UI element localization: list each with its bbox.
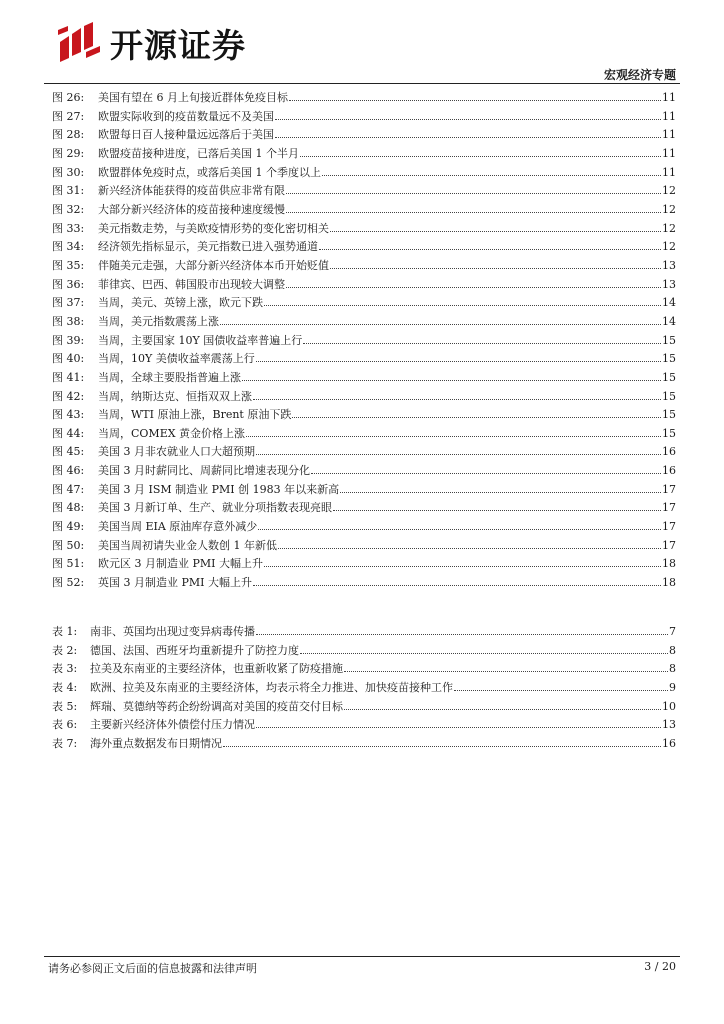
entry-label: 图 45: (52, 445, 85, 459)
entry-page-number: 13 (662, 277, 676, 291)
entry-title: 欧盟疫苗接种进度，已落后美国 1 个半月 (98, 146, 299, 160)
dot-leader (253, 398, 661, 400)
entry-page-number: 11 (662, 91, 676, 104)
entry-title: 欧盟实际收到的疫苗数量远不及美国 (98, 109, 274, 123)
dot-leader (292, 416, 661, 418)
entry-label: 表 3: (52, 662, 78, 676)
entry-title: 海外重点数据发布日期情况 (90, 736, 222, 750)
entry-label: 图 47: (52, 482, 85, 496)
entry-label: 图 38: (52, 314, 85, 328)
entry-title: 南非、英国均出现过变异病毒传播 (90, 625, 255, 638)
figure-list-entry[interactable] (52, 388, 676, 407)
entry-label: 表 7: (52, 736, 78, 750)
entry-label: 图 34: (52, 240, 85, 254)
dot-leader (256, 633, 668, 635)
entry-label: 图 44: (52, 426, 85, 440)
entry-page-number: 11 (662, 109, 676, 123)
entry-label: 图 48: (52, 501, 85, 515)
dot-leader (344, 708, 661, 710)
entry-label: 图 28: (52, 128, 85, 142)
figure-list-entry[interactable] (52, 481, 676, 500)
logo-text: 开源证券 (110, 25, 246, 65)
entry-label: 表 6: (52, 718, 78, 732)
dot-leader (223, 745, 661, 747)
report-type: 宏观经济专题 (603, 68, 676, 82)
entry-label: 图 40: (52, 352, 85, 366)
figure-list-entry[interactable] (52, 555, 676, 574)
entry-label: 图 27: (52, 109, 85, 123)
entry-page-number: 14 (662, 296, 676, 310)
entry-page-number: 10 (662, 699, 676, 713)
entry-title: 辉瑞、莫德纳等药企纷纷调高对美国的疫苗交付目标 (90, 699, 343, 713)
entry-label: 图 42: (52, 389, 85, 403)
dot-leader (286, 192, 661, 194)
dot-leader (264, 565, 661, 567)
entry-page-number: 13 (662, 258, 676, 272)
dot-leader (258, 528, 661, 530)
table-list (52, 623, 676, 754)
entry-page-number: 8 (669, 643, 676, 657)
entry-title: 大部分新兴经济体的疫苗接种速度缓慢 (98, 202, 285, 216)
footer-divider (44, 956, 680, 957)
figure-list-entry[interactable] (52, 220, 676, 239)
entry-title: 当周，纳斯达克、恒指双双上涨 (98, 389, 252, 403)
entry-page-number: 14 (662, 314, 676, 328)
entry-title: 美国 3 月时薪同比、周薪同比增速表现分化 (98, 464, 310, 478)
dot-leader (286, 211, 661, 213)
entry-title: 当周，主要国家 10Y 国债收益率普遍上行 (98, 333, 303, 347)
page-number: 3 / 20 (644, 960, 676, 973)
dot-leader (333, 509, 661, 511)
entry-title: 美国 3 月 ISM 制造业 PMI 创 1983 年以来新高 (98, 482, 340, 496)
figure-list-entry[interactable] (52, 126, 676, 145)
entry-title: 主要新兴经济体外债偿付压力情况 (90, 718, 255, 732)
figure-list-entry[interactable] (52, 276, 676, 295)
entry-label: 图 43: (52, 408, 85, 422)
figure-list-entry[interactable] (52, 108, 676, 127)
dot-leader (275, 118, 661, 120)
dot-leader (300, 155, 661, 157)
figure-list-entry[interactable] (52, 574, 676, 593)
entry-page-number: 13 (662, 718, 676, 732)
figure-list-entry[interactable] (52, 294, 676, 313)
entry-title: 当周，WTI 原油上涨，Brent 原油下跌 (98, 408, 292, 422)
table-list-entry[interactable] (52, 679, 676, 698)
entry-label: 图 52: (52, 576, 85, 590)
entry-title: 欧盟群体免疫时点，或落后美国 1 个季度以上 (98, 165, 321, 179)
entry-page-number: 18 (662, 557, 676, 571)
entry-label: 图 33: (52, 221, 85, 235)
entry-page-number: 15 (662, 352, 676, 366)
entry-title: 新兴经济体能获得的疫苗供应非常有限 (98, 184, 285, 198)
entry-label: 图 32: (52, 202, 85, 216)
entry-page-number: 12 (662, 202, 676, 216)
figure-list-entry[interactable] (52, 332, 676, 351)
dot-leader (286, 286, 661, 288)
entry-page-number: 12 (662, 240, 676, 254)
entry-label: 图 41: (52, 370, 85, 384)
entry-page-number: 12 (662, 184, 676, 198)
entry-label: 图 39: (52, 333, 85, 347)
entry-label: 图 30: (52, 165, 85, 179)
dot-leader (311, 472, 661, 474)
entry-label: 图 36: (52, 277, 85, 291)
dot-leader (344, 670, 668, 672)
figure-list-entry[interactable] (52, 145, 676, 164)
entry-label: 图 50: (52, 538, 85, 552)
figure-list (52, 89, 676, 593)
entry-title: 当周，10Y 美债收益率震荡上行 (98, 352, 255, 366)
entry-page-number: 16 (662, 445, 676, 459)
dot-leader (300, 652, 668, 654)
entry-title: 英国 3 月制造业 PMI 大幅上升 (98, 576, 252, 590)
figure-list-entry[interactable] (52, 89, 676, 108)
entry-title: 美国 3 月非农就业人口大超预期 (98, 445, 255, 459)
footer-disclaimer: 请务必参阅正文后面的信息披露和法律声明 (48, 962, 257, 975)
dot-leader (278, 547, 661, 549)
dot-leader (275, 136, 661, 138)
entry-title: 当周，美元指数震荡上涨 (98, 314, 219, 328)
dot-leader (322, 174, 661, 176)
table-list-entry[interactable] (52, 623, 676, 642)
table-list-entry[interactable] (52, 660, 676, 679)
dot-leader (242, 379, 661, 381)
entry-page-number: 12 (662, 221, 676, 235)
figure-list-entry[interactable] (52, 257, 676, 276)
entry-label: 图 31: (52, 184, 85, 198)
dot-leader (246, 435, 661, 437)
entry-label: 表 1: (52, 625, 78, 638)
dot-leader (330, 267, 661, 269)
figure-list-entry[interactable] (52, 425, 676, 444)
logo-icon (56, 22, 102, 64)
dot-leader (253, 584, 661, 586)
entry-page-number: 17 (662, 538, 676, 552)
entry-label: 表 5: (52, 699, 78, 713)
entry-title: 经济领先指标显示，美元指数已进入强势通道 (98, 240, 318, 254)
entry-page-number: 15 (662, 426, 676, 440)
entry-page-number: 15 (662, 333, 676, 347)
figure-list-entry[interactable] (52, 499, 676, 518)
figure-list-entry[interactable] (52, 201, 676, 220)
entry-page-number: 17 (662, 520, 676, 534)
dot-leader (330, 230, 661, 232)
entry-page-number: 18 (662, 576, 676, 590)
dot-leader (289, 99, 661, 101)
figure-list-entry[interactable] (52, 313, 676, 332)
dot-leader (220, 323, 661, 325)
table-list-entry[interactable] (52, 642, 676, 661)
figure-list-entry[interactable] (52, 369, 676, 388)
entry-page-number: 15 (662, 370, 676, 384)
entry-page-number: 16 (662, 464, 676, 478)
entry-label: 图 46: (52, 464, 85, 478)
dot-leader (256, 726, 661, 728)
company-logo (56, 22, 246, 64)
entry-label: 图 49: (52, 520, 85, 534)
figure-list-entry[interactable] (52, 182, 676, 201)
dot-leader (264, 304, 661, 306)
table-list-entry[interactable] (52, 716, 676, 735)
entry-title: 当周，美元、英镑上涨，欧元下跌 (98, 296, 263, 310)
entry-label: 表 4: (52, 680, 78, 694)
entry-label: 图 51: (52, 557, 85, 571)
entry-label: 图 26: (52, 91, 85, 104)
entry-label: 图 29: (52, 146, 85, 160)
dot-leader (256, 453, 661, 455)
entry-page-number: 17 (662, 482, 676, 496)
table-list-entry[interactable] (52, 698, 676, 717)
figure-list-entry[interactable] (52, 518, 676, 537)
entry-title: 美国 3 月新订单、生产、就业分项指数表现亮眼 (98, 501, 332, 515)
dot-leader (319, 248, 661, 250)
entry-title: 美国当周 EIA 原油库存意外减少 (98, 520, 258, 534)
entry-page-number: 16 (662, 736, 676, 750)
entry-title: 菲律宾、巴西、韩国股市出现较大调整 (98, 277, 285, 291)
dot-leader (340, 491, 661, 493)
entry-title: 欧盟每日百人接种量远远落后于美国 (98, 128, 274, 142)
entry-page-number: 8 (669, 662, 676, 676)
entry-page-number: 11 (662, 146, 676, 160)
figure-list-entry[interactable] (52, 164, 676, 183)
entry-page-number: 7 (669, 625, 676, 638)
figure-list-entry[interactable] (52, 406, 676, 425)
entry-title: 欧元区 3 月制造业 PMI 大幅上升 (98, 557, 263, 571)
entry-page-number: 9 (669, 680, 676, 694)
entry-page-number: 11 (662, 128, 676, 142)
figure-list-entry[interactable] (52, 443, 676, 462)
entry-page-number: 11 (662, 165, 676, 179)
dot-leader (454, 689, 668, 691)
entry-label: 图 37: (52, 296, 85, 310)
entry-title: 美元指数走势，与美欧疫情形势的变化密切相关 (98, 221, 329, 235)
entry-title: 当周，全球主要股指普遍上涨 (98, 370, 241, 384)
entry-title: 欧洲、拉美及东南亚的主要经济体，均表示将全力推进、加快疫苗接种工作 (90, 680, 453, 694)
entry-label: 图 35: (52, 258, 85, 272)
entry-title: 拉美及东南亚的主要经济体，也重新收紧了防疫措施 (90, 662, 343, 676)
entry-label: 表 2: (52, 643, 78, 657)
figure-list-entry[interactable] (52, 537, 676, 556)
figure-list-entry[interactable] (52, 462, 676, 481)
entry-page-number: 15 (662, 389, 676, 403)
dot-leader (256, 360, 661, 362)
entry-title: 美国有望在 6 月上旬接近群体免疫目标 (98, 91, 288, 104)
figure-list-entry[interactable] (52, 238, 676, 257)
figure-list-entry[interactable] (52, 350, 676, 369)
entry-title: 当周，COMEX 黄金价格上涨 (98, 426, 246, 440)
entry-page-number: 15 (662, 408, 676, 422)
entry-page-number: 17 (662, 501, 676, 515)
entry-title: 美国当周初请失业金人数创 1 年新低 (98, 538, 277, 552)
table-list-entry[interactable] (52, 735, 676, 754)
entry-title: 德国、法国、西班牙均重新提升了防控力度 (90, 643, 299, 657)
entry-title: 伴随美元走强，大部分新兴经济体本币开始贬值 (98, 258, 329, 272)
dot-leader (303, 342, 661, 344)
header-divider (44, 83, 680, 84)
